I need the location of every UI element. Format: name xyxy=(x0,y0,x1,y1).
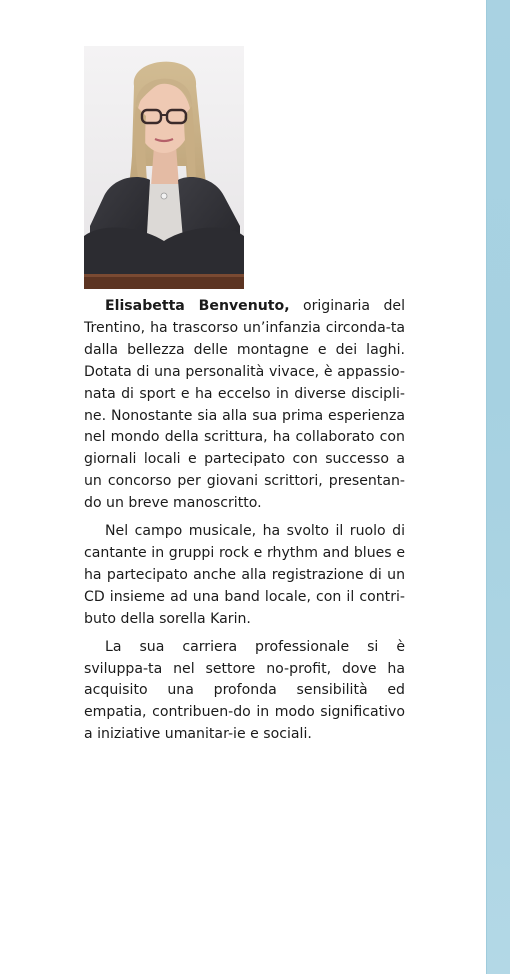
author-photo xyxy=(84,46,244,289)
cover-edge-strip xyxy=(486,0,510,974)
bio-paragraph-1-text: originaria del Trentino, ha trascorso un’infanzia circonda-ta dalla bellezza delle montagne e dei laghi. Dotata di una personalità vivace, è appassio-nata di sport e ha eccelso in diverse discipli-ne. Nonostante sia alla sua prima esperienza nel mondo della scrittura, ha collaborato con giornali locali e partecipato con successo a un concorso per giovani scrittori, presentan-do un breve manoscritto. xyxy=(84,298,405,512)
bio-paragraph-2: Nel campo musicale, ha svolto il ruolo di cantante in gruppi rock e rhythm and blues e ha partecipato anche alla registrazione di un CD insieme ad una band locale, con il contri-buto della sorella Karin. xyxy=(84,523,405,627)
author-biography xyxy=(84,296,405,752)
author-name: Elisabetta Benvenuto, xyxy=(105,298,290,314)
bio-paragraph-3: La sua carriera professionale si è sviluppa-ta nel settore no-profit, dove ha acquisito una profonda sensibilità ed empatia, contribuen-do in modo significativo a iniziative umanitar-ie e sociali. xyxy=(84,638,405,743)
bio-paragraph-1 xyxy=(84,296,405,515)
